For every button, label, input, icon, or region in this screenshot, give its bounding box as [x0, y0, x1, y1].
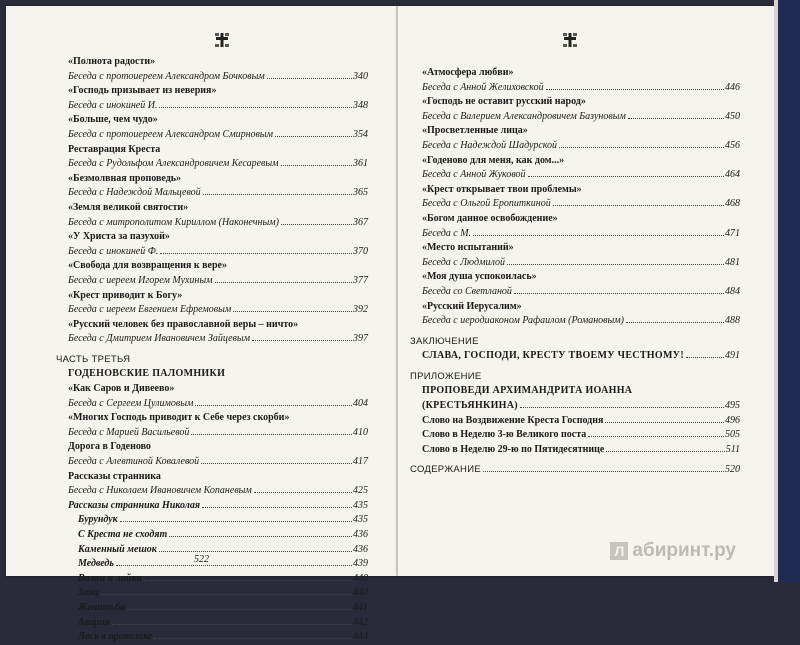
toc-entry	[68, 245, 368, 260]
page-ref: 444	[353, 631, 368, 643]
toc-entry	[422, 183, 740, 198]
page-ref: 456	[725, 139, 740, 151]
toc-entry	[422, 110, 740, 125]
entry-title: Беседа с инокиней И.	[68, 99, 158, 111]
entry-title: Беседа с инокиней Ф.	[68, 245, 159, 257]
dot-leader	[275, 136, 352, 137]
dot-leader	[252, 340, 352, 341]
entry-title: Беседа с Дмитрием Ивановичем Зайцевым	[68, 333, 251, 345]
page-ref: 425	[353, 485, 368, 497]
page-ref: 505	[725, 429, 740, 441]
entry-title: Авария	[78, 616, 110, 628]
entry-title: Беседа с Ольгой Еропиткиной	[422, 198, 551, 210]
page-number: 522	[194, 554, 209, 565]
toc-entry	[68, 186, 368, 201]
toc-entry	[422, 349, 740, 364]
toc-entry	[68, 318, 368, 333]
watermark	[610, 540, 736, 562]
toc-entry	[68, 99, 368, 114]
dot-leader	[169, 536, 352, 537]
toc-entry	[68, 484, 368, 499]
toc-entry	[68, 274, 368, 289]
toc-entry	[68, 411, 368, 426]
dot-leader	[215, 282, 352, 283]
dot-leader	[628, 118, 724, 119]
page-ref: 435	[353, 499, 368, 511]
right-toc-list	[410, 66, 740, 478]
dot-leader	[254, 492, 352, 493]
entry-title: Беседа с Валерием Александровичем Базуновым	[422, 110, 626, 122]
dot-leader	[112, 624, 352, 625]
page-ref: 441	[353, 601, 368, 613]
toc-entry	[68, 84, 368, 99]
dot-leader	[203, 194, 352, 195]
entry-title: Слово в Неделю 3-ю Великого поста	[422, 429, 587, 441]
cross-emblem-icon	[214, 32, 230, 48]
entry-title: «Многих Господь приводит к Себе через скорби»	[68, 412, 290, 424]
entry-title: «Господь призывает из неверия»	[68, 85, 217, 97]
page-ref: 440	[353, 572, 368, 584]
toc-entry	[410, 370, 740, 385]
page-ref: 392	[353, 304, 368, 316]
toc-entry	[68, 397, 368, 412]
dot-leader	[606, 451, 724, 452]
entry-title: Беседа с М.	[422, 227, 472, 239]
entry-title: «Полнота радости»	[68, 56, 156, 67]
toc-entry	[68, 70, 368, 85]
page-ref: 404	[353, 397, 368, 409]
page-ref: 440	[353, 587, 368, 599]
dot-leader	[626, 322, 724, 323]
entry-title: Беседа с Надеждой Мальцевой	[68, 187, 201, 199]
page-ref: 410	[353, 426, 368, 438]
watermark-logo-icon: Л	[610, 542, 628, 560]
toc-entry	[68, 216, 368, 231]
toc-entry	[422, 314, 740, 329]
toc-entry	[422, 399, 740, 414]
dot-leader	[514, 293, 724, 294]
dot-leader	[686, 357, 724, 358]
entry-title: «Просветленные лица»	[422, 125, 528, 137]
entry-title: «Атмосфера любви»	[422, 67, 514, 78]
toc-entry	[422, 154, 740, 169]
entry-title: «Земля великой святости»	[68, 201, 189, 213]
toc-entry	[68, 543, 368, 558]
toc-entry	[422, 443, 740, 458]
page-ref: 488	[725, 315, 740, 327]
toc-entry	[68, 455, 368, 470]
entry-title: «Как Саров и Дивеево»	[68, 383, 175, 395]
page-ref: 436	[353, 529, 368, 540]
entry-title: «Русский человек без православной веры – ничто»	[68, 318, 299, 330]
entry-title: Каменный мешок	[78, 543, 157, 555]
entry-title: «Свобода для возвращения к вере»	[68, 260, 227, 272]
toc-entry	[68, 513, 368, 528]
entry-title: «Крест приводит к Богу»	[68, 289, 183, 301]
toc-entry	[422, 384, 740, 399]
toc-entry	[68, 440, 368, 455]
section-heading: ПРИЛОЖЕНИЕ	[410, 370, 482, 382]
entry-title: «Больше, чем чудо»	[68, 114, 158, 126]
toc-entry	[68, 557, 368, 572]
entry-title: Беседа с Рудольфом Александровичем Кесаревым	[68, 158, 279, 170]
page-ref: 481	[725, 256, 740, 268]
entry-title: Женитьба	[78, 601, 126, 613]
dot-leader	[101, 594, 352, 595]
page-ref: 511	[725, 443, 740, 455]
page-ref: 370	[353, 245, 368, 257]
entry-title: Беседа с Анной Жуковой	[422, 169, 526, 181]
page-ref: 377	[353, 274, 368, 286]
dot-leader	[588, 436, 724, 437]
dot-leader	[127, 609, 352, 610]
entry-title: Беседа с протоиереем Александром Смирновым	[68, 128, 274, 140]
dot-leader	[116, 565, 352, 566]
toc-entry	[68, 55, 368, 70]
toc-entry	[422, 241, 740, 256]
toc-entry	[68, 470, 368, 485]
toc-entry	[68, 572, 368, 587]
entry-title: «Годеново для меня, как дом...»	[422, 154, 565, 166]
dot-leader	[120, 521, 352, 522]
toc-entry	[422, 212, 740, 227]
dot-leader	[520, 407, 724, 408]
entry-title: Беседа с иереем Евгением Ефремовым	[68, 304, 232, 316]
entry-title: Рассказы странника	[68, 470, 161, 482]
page-ref: 435	[353, 514, 368, 526]
entry-title: «Богом данное освобождение»	[422, 212, 558, 224]
entry-title: Реставрация Креста	[68, 143, 161, 155]
toc-entry	[422, 81, 740, 96]
dot-leader	[546, 89, 724, 90]
toc-entry	[68, 499, 368, 514]
dot-leader	[191, 434, 352, 435]
book-cover-edge	[774, 0, 800, 582]
cross-emblem-icon	[562, 32, 578, 48]
entry-title: Беседа с Марией Васильевой	[68, 426, 190, 438]
page-ref: 484	[725, 285, 740, 297]
page-ref: 340	[353, 70, 368, 82]
toc-entry	[422, 95, 740, 110]
toc-entry	[422, 66, 740, 81]
toc-entry	[68, 601, 368, 616]
page-ref: 436	[353, 543, 368, 555]
entry-title: Лось в проволоке	[78, 631, 153, 643]
dot-leader	[553, 205, 724, 206]
entry-title: С Креста не сходят	[78, 529, 168, 540]
right-page	[398, 6, 774, 576]
entry-title: Беседа с Анной Желиховской	[422, 81, 544, 93]
toc-entry	[422, 197, 740, 212]
page-ref: 446	[725, 81, 740, 93]
page-ref: 520	[725, 464, 740, 476]
entry-title: Рассказы странника Николая	[68, 499, 201, 511]
toc-entry	[68, 259, 368, 274]
entry-title: Волки и лайки	[78, 572, 143, 584]
part-title: ГОДЕНОВСКИЕ ПАЛОМНИКИ	[68, 368, 226, 380]
dot-leader	[160, 253, 352, 254]
toc-entry	[68, 586, 368, 601]
section-heading: ЗАКЛЮЧЕНИЕ	[410, 335, 479, 347]
page-ref: 367	[353, 216, 368, 228]
toc-entry	[68, 201, 368, 216]
dot-leader	[144, 580, 352, 581]
toc-entry	[422, 270, 740, 285]
entry-title: Беседа с Алевтиной Ковалевой	[68, 456, 200, 468]
section-heading: ЧАСТЬ ТРЕТЬЯ	[56, 353, 131, 365]
toc-entry	[68, 113, 368, 128]
toc-entry	[68, 157, 368, 172]
page-ref: 354	[353, 128, 368, 140]
entry-title: Заяц	[78, 587, 99, 599]
toc-entry	[68, 303, 368, 318]
toc-entry	[68, 528, 368, 543]
toc-entry	[68, 289, 368, 304]
dot-leader	[281, 165, 352, 166]
page-ref: 348	[353, 99, 368, 111]
entry-title: Медведь	[78, 558, 114, 570]
toc-entry	[422, 139, 740, 154]
dot-leader	[154, 638, 352, 639]
dot-leader	[195, 405, 352, 406]
dot-leader	[559, 147, 724, 148]
dot-leader	[202, 507, 352, 508]
toc-entry	[422, 256, 740, 271]
entry-title: Слово в Неделю 29-ю по Пятидесятнице	[422, 443, 605, 455]
watermark-text: абиринт.ру	[632, 540, 736, 561]
dot-leader	[159, 107, 352, 108]
toc-entry	[56, 353, 368, 368]
entry-title: Беседа с Людмилой	[422, 256, 505, 268]
entry-title: Бурундук	[78, 514, 118, 526]
left-page	[6, 6, 398, 643]
entry-title: Беседа с митрополитом Кириллом (Наконечным)	[68, 216, 279, 228]
toc-entry	[410, 335, 740, 350]
page-ref: 397	[353, 333, 368, 345]
toc-entry	[410, 463, 740, 478]
entry-title: Слово на Воздвижение Креста Господня	[422, 414, 604, 426]
entry-title: «Безмолвная проповедь»	[68, 172, 182, 184]
entry-title: «Господь не оставит русский народ»	[422, 96, 586, 108]
toc-entry	[422, 414, 740, 429]
toc-entry	[68, 143, 368, 158]
page-ref: 495	[725, 400, 740, 412]
toc-entry	[422, 300, 740, 315]
dot-leader	[507, 264, 724, 265]
page-ref: 491	[725, 350, 740, 362]
entry-title: «Моя душа успокоилась»	[422, 271, 537, 283]
page-ref: 496	[725, 414, 740, 426]
dot-leader	[473, 235, 724, 236]
entry-title: «Русский Иерусалим»	[422, 300, 522, 312]
toc-entry	[422, 285, 740, 300]
toc-entry	[68, 332, 368, 347]
left-toc-list	[56, 55, 368, 645]
entry-title: Беседа с Сергеем Цулимовым	[68, 397, 194, 409]
page-ref: 464	[725, 169, 740, 181]
page-ref: 361	[353, 158, 368, 170]
toc-entry	[68, 426, 368, 441]
entry-title: Беседа с иереем Игорем Мухиным	[68, 274, 213, 286]
page-ref: 450	[725, 110, 740, 122]
entry-title: Беседа с иеродиаконом Рафаилом (Романовым)	[422, 315, 624, 327]
entry-title: Беседа с Надеждой Шадурской	[422, 139, 558, 151]
toc-entry	[422, 428, 740, 443]
page-ref: 471	[725, 227, 740, 239]
part-title: ПРОПОВЕДИ АРХИМАНДРИТА ИОАННА	[422, 385, 633, 397]
toc-entry	[68, 230, 368, 245]
toc-entry	[68, 172, 368, 187]
toc-entry	[68, 382, 368, 397]
entry-title: «Крест открывает твои проблемы»	[422, 183, 582, 195]
dot-leader	[483, 471, 724, 472]
page-ref: 417	[353, 456, 368, 468]
toc-entry	[68, 616, 368, 631]
toc-entry	[422, 227, 740, 242]
dot-leader	[159, 551, 352, 552]
entry-title: Беседа с Николаем Ивановичем Копаневым	[68, 485, 252, 497]
toc-entry	[68, 367, 368, 382]
section-heading: СОДЕРЖАНИЕ	[410, 464, 481, 476]
part-title: СЛАВА, ГОСПОДИ, КРЕСТУ ТВОЕМУ ЧЕСТНОМУ!	[422, 350, 684, 362]
dot-leader	[605, 422, 724, 423]
entry-title: «У Христа за пазухой»	[68, 231, 170, 243]
dot-leader	[281, 224, 352, 225]
toc-entry	[422, 124, 740, 139]
entry-title: Дорога в Годеново	[68, 441, 151, 453]
page-ref: 365	[353, 187, 368, 199]
page-ref: 468	[725, 198, 740, 210]
toc-entry	[422, 168, 740, 183]
dot-leader	[201, 463, 352, 464]
page-ref: 439	[353, 558, 368, 570]
entry-title: Беседа со Светланой	[422, 285, 512, 297]
toc-entry	[68, 128, 368, 143]
entry-title: (КРЕСТЬЯНКИНА)	[422, 400, 518, 412]
entry-title: «Место испытаний»	[422, 242, 514, 254]
toc-entry	[68, 630, 368, 645]
entry-title: Беседа с протоиереем Александром Бочковым	[68, 70, 265, 82]
page-ref: 442	[353, 616, 368, 628]
dot-leader	[267, 78, 352, 79]
dot-leader	[233, 311, 352, 312]
dot-leader	[528, 176, 724, 177]
